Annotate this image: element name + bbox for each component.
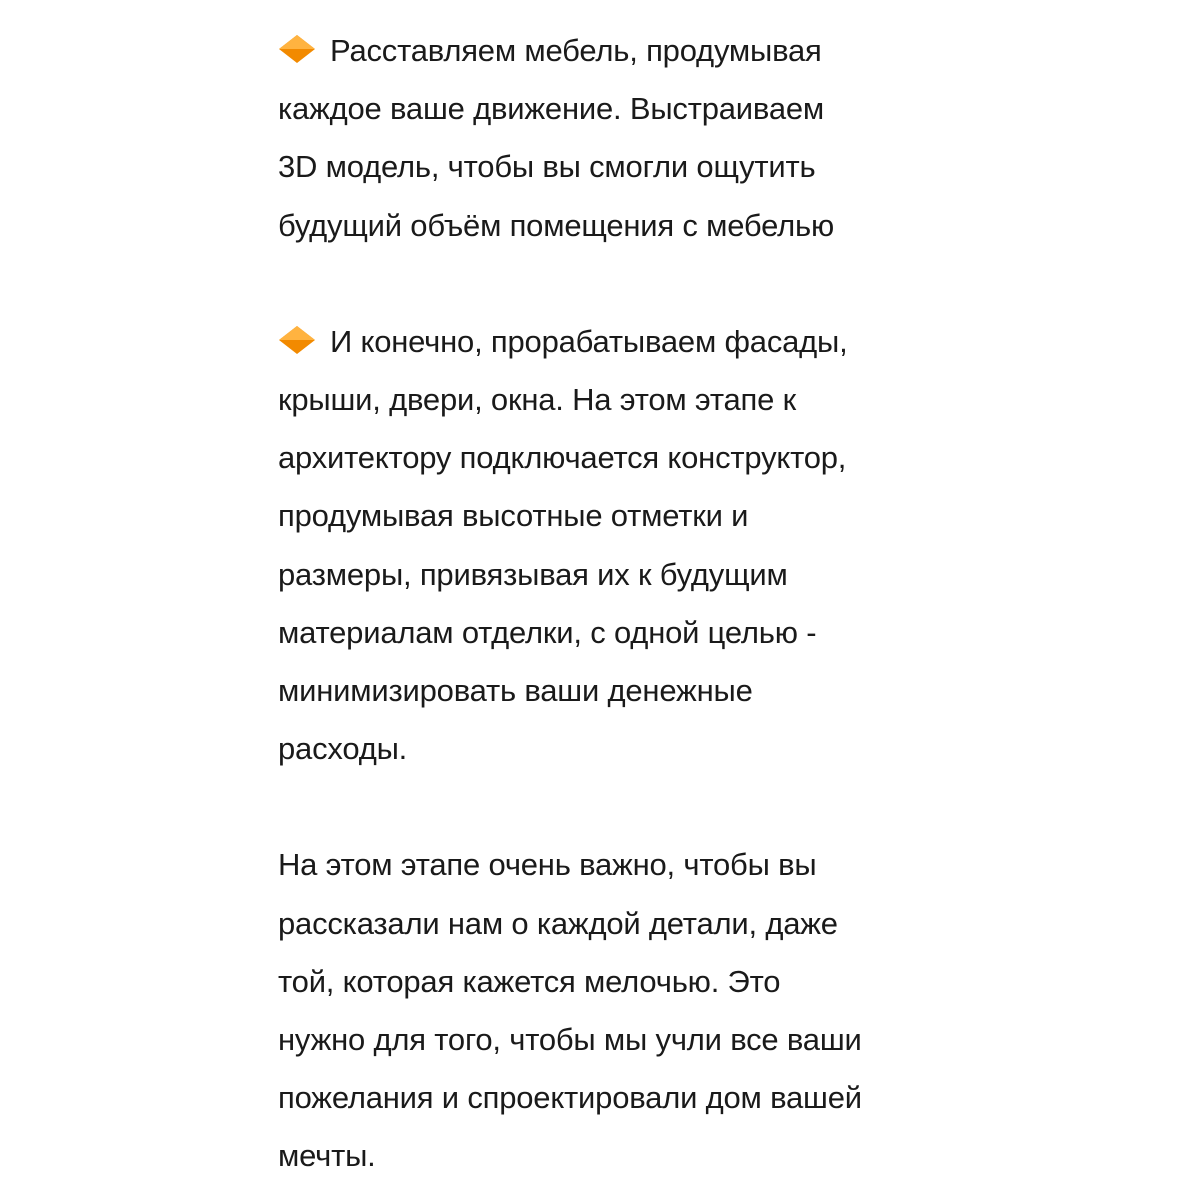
paragraph-line: Расставляем мебель, продумывая bbox=[278, 22, 928, 80]
paragraph-line: мечты. bbox=[278, 1138, 376, 1174]
article-body bbox=[278, 22, 928, 1186]
paragraph-line: каждое ваше движение. Выстраиваем bbox=[278, 91, 825, 127]
paragraph-line: На этом этапе очень важно, чтобы вы bbox=[278, 847, 817, 883]
paragraph-line: размеры, привязывая их к будущим bbox=[278, 556, 788, 592]
paragraph-line: расходы. bbox=[278, 731, 408, 767]
orange-diamond-icon bbox=[278, 34, 316, 64]
paragraph-details bbox=[278, 836, 928, 1185]
paragraph-furniture bbox=[278, 22, 928, 255]
paragraph-line: той, которая кажется мелочью. Это bbox=[278, 963, 781, 999]
orange-diamond-icon bbox=[278, 325, 316, 355]
paragraph-line: продумывая высотные отметки и bbox=[278, 498, 749, 534]
paragraph-facades bbox=[278, 313, 928, 779]
paragraph-line: рассказали нам о каждой детали, даже bbox=[278, 905, 838, 941]
paragraph-line: И конечно, прорабатываем фасады, bbox=[278, 313, 928, 371]
paragraph-line: минимизировать ваши денежные bbox=[278, 673, 753, 709]
paragraph-line: материалам отделки, с одной целью - bbox=[278, 614, 817, 650]
paragraph-line: 3D модель, чтобы вы смогли ощутить bbox=[278, 149, 816, 185]
paragraph-line: архитектору подключается конструктор, bbox=[278, 440, 847, 476]
paragraph-line: крыши, двери, окна. На этом этапе к bbox=[278, 382, 796, 418]
paragraph-line: нужно для того, чтобы мы учли все ваши bbox=[278, 1022, 862, 1058]
paragraph-line: пожелания и спроектировали дом вашей bbox=[278, 1080, 862, 1116]
paragraph-line: будущий объём помещения с мебелью bbox=[278, 207, 835, 243]
